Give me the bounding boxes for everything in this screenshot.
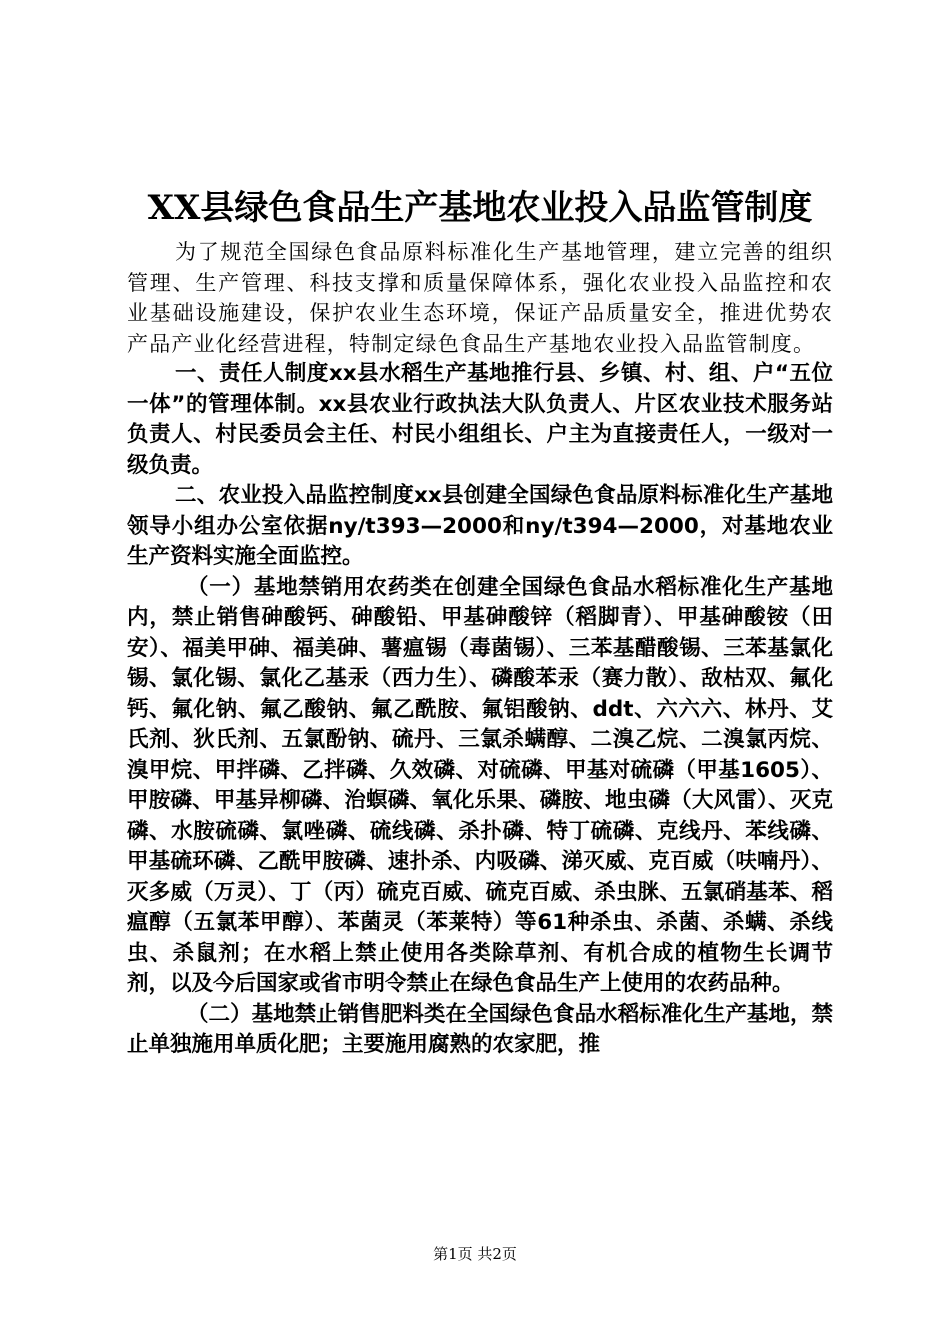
paragraph-responsibility: 一、责任人制度xx县水稻生产基地推行县、乡镇、村、组、户“五位一体”的管理体制。xx县农业行政执法大队负责人、片区农业技术服务站负责人、村民委员会主任、村民小组组长、户主为直接责任人，一级对一级负责。: [127, 361, 833, 478]
paragraph-input-control: 二、农业投入品监控制度xx县创建全国绿色食品原料标准化生产基地领导小组办公室依据ny/t393—2000和ny/t394—2000，对基地农业生产资料实施全面监控。: [127, 483, 833, 569]
paragraph-banned-pesticides: （一）基地禁销用农药类在创建全国绿色食品水稻标准化生产基地内，禁止销售砷酸钙、砷酸铅、甲基砷酸锌（稻脚青）、甲基砷酸铵（田安）、福美甲砷、福美砷、薯瘟锡（毒菌锡）、三苯基醋酸锡、三苯基氯化锡、氯化锡、氯化乙基汞（西力生）、磷酸苯汞（赛力散）、敌枯双、氟化钙、氟化钠、氟乙酸钠、氟乙酰胺、氟铝酸钠、ddt、六六六、林丹、艾氏剂、狄氏剂、五氯酚钠、硫丹、三氯杀螨醇、二溴乙烷、二溴氯丙烷、溴甲烷、甲拌磷、乙拌磷、久效磷、对硫磷、甲基对硫磷（甲基1605）、甲胺磷、甲基异柳磷、治螟磷、氧化乐果、磷胺、地虫磷（大风雷）、灭克磷、水胺硫磷、氯唑磷、硫线磷、杀扑磷、特丁硫磷、克线丹、苯线磷、甲基硫环磷、乙酰甲胺磷、速扑杀、内吸磷、涕灭威、克百威（呋喃丹）、灭多威（万灵）、丁（丙）硫克百威、硫克百威、杀虫脒、五氯硝基苯、稻瘟醇（五氯苯甲醇）、苯菌灵（苯莱特）等61种杀虫、杀菌、杀螨、杀线虫、杀鼠剂；在水稻上禁止使用各类除草剂、有机合成的植物生长调节剂，以及今后国家或省市明令禁止在绿色食品生产上使用的农药品种。: [127, 574, 833, 996]
paragraph-banned-fertilizers: （二）基地禁止销售肥料类在全国绿色食品水稻标准化生产基地，禁止单独施用单质化肥；主要施用腐熟的农家肥，推: [127, 1001, 833, 1057]
paragraph-intro: 为了规范全国绿色食品原料标准化生产基地管理，建立完善的组织管理、生产管理、科技支撑和质量保障体系，强化农业投入品监控和农业基础设施建设，保护农业生态环境，保证产品质量安全，推进优势农产品产业化经营进程，特制定绿色食品生产基地农业投入品监管制度。: [127, 240, 833, 356]
document-page: [127, 183, 833, 1061]
document-title: XX县绿色食品生产基地农业投入品监管制度: [147, 188, 813, 228]
page-footer: 第1页 共2页: [433, 1245, 517, 1263]
